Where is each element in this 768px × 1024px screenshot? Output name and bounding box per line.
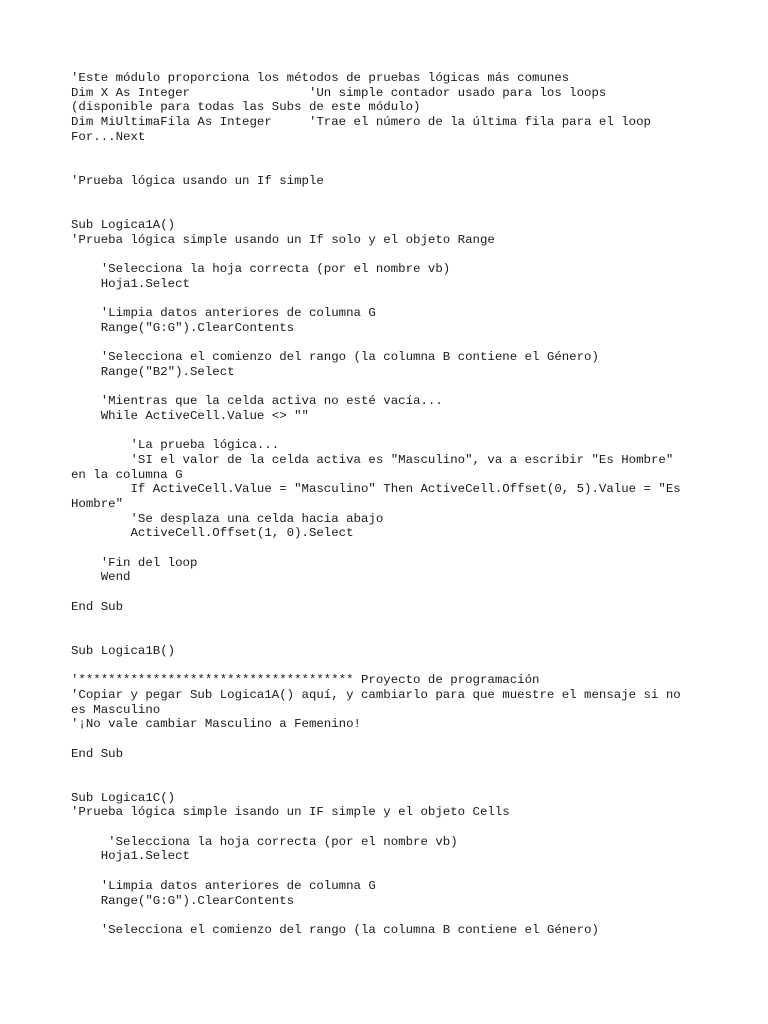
code-line: 'Copiar y pegar Sub Logica1A() aquí, y cambiarlo para que muestre el mensaje si no <box>71 687 681 702</box>
code-line: es Masculino <box>71 702 161 717</box>
code-line <box>71 659 711 674</box>
code-line: Sub Logica1A() <box>71 217 176 232</box>
code-line: 'Mientras que la celda activa no esté vacía... <box>71 394 443 409</box>
code-line: 'Selecciona la hoja correcta (por el nombre vb) <box>71 261 451 276</box>
code-line <box>71 732 711 747</box>
code-line: Dim X As Integer 'Un simple contador usado para los loops <box>71 85 607 100</box>
code-line <box>71 144 711 159</box>
code-line <box>71 761 711 776</box>
code-line: 'Prueba lógica simple usando un If solo y el objeto Range <box>71 232 495 247</box>
code-line: en la columna G <box>71 467 183 482</box>
code-line: 'SI el valor de la celda activa es "Masculino", va a escribir "Es Hombre" <box>71 452 674 467</box>
code-line: '¡No vale cambiar Masculino a Femenino! <box>71 717 361 732</box>
code-line: Range("B2").Select <box>71 364 235 379</box>
code-line: End Sub <box>71 599 124 614</box>
code-listing <box>71 71 711 938</box>
code-line: '************************************* Proyecto de programación <box>71 673 540 688</box>
code-line: 'Este módulo proporciona los métodos de pruebas lógicas más comunes <box>71 71 570 85</box>
code-line: 'Limpia datos anteriores de columna G <box>71 306 376 320</box>
code-line: 'La prueba lógica... <box>71 438 280 453</box>
code-line: Sub Logica1B() <box>71 643 176 658</box>
code-line: 'Selecciona la hoja correcta (por el nombre vb) <box>71 834 458 849</box>
code-line <box>71 335 711 350</box>
code-line <box>71 379 711 394</box>
code-line: Hoja1.Select <box>71 276 190 291</box>
code-line: Hombre" <box>71 496 124 511</box>
code-line: 'Selecciona el comienzo del rango (la columna B contiene el Género) <box>71 922 599 937</box>
code-line: ActiveCell.Offset(1, 0).Select <box>71 526 354 541</box>
code-line <box>71 614 711 629</box>
code-line <box>71 776 711 791</box>
code-line <box>71 908 711 923</box>
code-line: For...Next <box>71 129 146 144</box>
code-line <box>71 864 711 879</box>
code-line: Range("G:G").ClearContents <box>71 893 295 908</box>
code-line: 'Selecciona el comienzo del rango (la columna B contiene el Género) <box>71 350 599 365</box>
code-line: Sub Logica1C() <box>71 790 176 805</box>
code-line <box>71 541 711 556</box>
code-line: Range("G:G").ClearContents <box>71 320 295 335</box>
code-line: (disponible para todas las Subs de este módulo) <box>71 100 421 115</box>
code-line: Hoja1.Select <box>71 849 190 864</box>
code-line: 'Prueba lógica usando un If simple <box>71 173 324 188</box>
code-line <box>71 585 711 600</box>
code-line: 'Limpia datos anteriores de columna G <box>71 878 376 893</box>
code-line: While ActiveCell.Value <> "" <box>71 408 309 423</box>
code-line <box>71 424 711 439</box>
code-line <box>71 247 711 262</box>
code-line: 'Se desplaza una celda hacia abajo <box>71 511 384 526</box>
code-line: Wend <box>71 570 131 585</box>
code-line: End Sub <box>71 746 124 761</box>
code-line <box>71 159 711 174</box>
code-line <box>71 629 711 644</box>
code-line <box>71 291 711 306</box>
code-line <box>71 203 711 218</box>
code-line <box>71 820 711 835</box>
code-line: Dim MiUltimaFila As Integer 'Trae el número de la última fila para el loop <box>71 115 651 130</box>
code-line <box>71 189 711 204</box>
code-line: 'Prueba lógica simple isando un IF simple y el objeto Cells <box>71 805 510 820</box>
code-line: 'Fin del loop <box>71 555 198 570</box>
code-line: If ActiveCell.Value = "Masculino" Then ActiveCell.Offset(0, 5).Value = "Es <box>71 482 681 497</box>
